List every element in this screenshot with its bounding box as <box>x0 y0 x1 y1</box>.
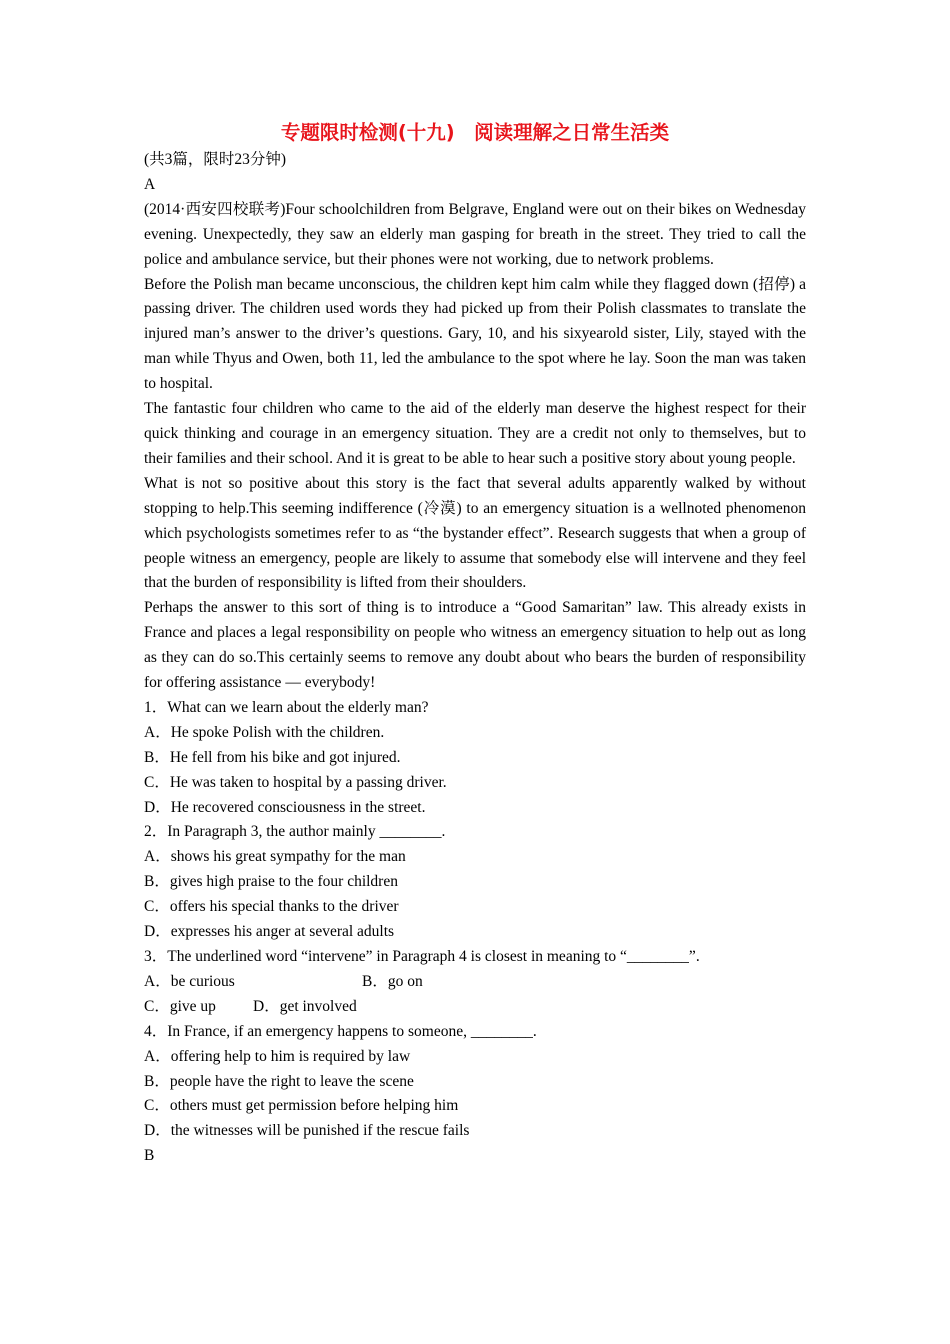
question-3-options-row-2 <box>144 995 806 1020</box>
question-1-option-d: D．He recovered consciousness in the street. <box>144 798 426 816</box>
question-2-option-d: D．expresses his anger at several adults <box>144 923 395 941</box>
question-1-option-b: B．He fell from his bike and got injured. <box>144 748 401 766</box>
question-1-option-a: A．He spoke Polish with the children. <box>144 723 385 741</box>
question-4-stem: 4．In France, if an emergency happens to someone, ________. <box>144 1022 537 1040</box>
passage-paragraph-2: Before the Polish man became unconscious, the children kept him calm while they flagged down (招停) a passing driver. The children used words they had picked up from their Polish classmates to translate the injured man’s answer to the driver’s questions. Gary, 10, and his sixyearold sister, Lily, stayed with the man while Thyus and Owen, both 11, led the ambulance to the spot where he lay. Soon the man was taken to hospital. <box>144 275 806 393</box>
document-page <box>144 118 806 1169</box>
question-4-option-b: B．people have the right to leave the scene <box>144 1072 414 1090</box>
section-label-b: B <box>144 1147 155 1165</box>
question-1-option-c: C．He was taken to hospital by a passing driver. <box>144 773 447 791</box>
question-3-options-row-1 <box>144 970 806 995</box>
question-2-stem: 2．In Paragraph 3, the author mainly ________. <box>144 823 446 841</box>
question-2-option-b: B．gives high praise to the four children <box>144 873 398 891</box>
question-1-stem: 1．What can we learn about the elderly man? <box>144 698 429 716</box>
passage-paragraph-3: The fantastic four children who came to the aid of the elderly man deserve the highest respect for their quick thinking and courage in an emergency situation. They are a credit not only to themselves, but to their families and their school. And it is great to be able to hear such a positive story about young people. <box>144 400 806 467</box>
question-3-option-a: A．be curious <box>144 972 235 990</box>
test-meta: (共3篇，限时23分钟) <box>144 151 287 168</box>
passage-paragraph-1: (2014·西安四校联考)Four schoolchildren from Belgrave, England were out on their bikes on Wednesday evening. Unexpectedly, they saw an elderly man gasping for breath in the street. They tried to call the police and ambulance service, but their phones were not working, due to network problems. <box>144 200 806 268</box>
question-3-option-d: D．get involved <box>253 997 357 1015</box>
question-2-option-c: C．offers his special thanks to the driver <box>144 898 399 916</box>
passage-paragraph-4: What is not so positive about this story is the fact that several adults apparently walked by without stopping to help.This seeming indifference (冷漠) to an emergency situation is a wellnoted phenomenon which psychologists sometimes refer to as “the bystander effect”. Research suggests that when a group of people witness an emergency, people are likely to assume that somebody else will intervene and they feel that the burden of responsibility is lifted from their shoulders. <box>144 474 806 592</box>
question-2-option-a: A．shows his great sympathy for the man <box>144 848 406 866</box>
question-4-option-c: C．others must get permission before helping him <box>144 1097 459 1115</box>
question-4-option-d: D．the witnesses will be punished if the rescue fails <box>144 1122 470 1140</box>
page-title: 专题限时检测(十九) 阅读理解之日常生活类 <box>280 121 670 144</box>
passage-paragraph-5: Perhaps the answer to this sort of thing is to introduce a “Good Samaritan” law. This already exists in France and places a legal responsibility on people who witness an emergency situation to help out as long as they can do so.This certainly seems to remove any doubt about who bears the burden of responsibility for offering assistance — everybody! <box>144 599 806 692</box>
question-3-stem: 3．The underlined word “intervene” in Paragraph 4 is closest in meaning to “________”. <box>144 948 700 965</box>
section-label-a: A <box>144 175 156 193</box>
question-3-option-b: B．go on <box>362 972 423 990</box>
question-3-option-c: C．give up <box>144 997 216 1015</box>
question-4-option-a: A．offering help to him is required by law <box>144 1047 411 1065</box>
